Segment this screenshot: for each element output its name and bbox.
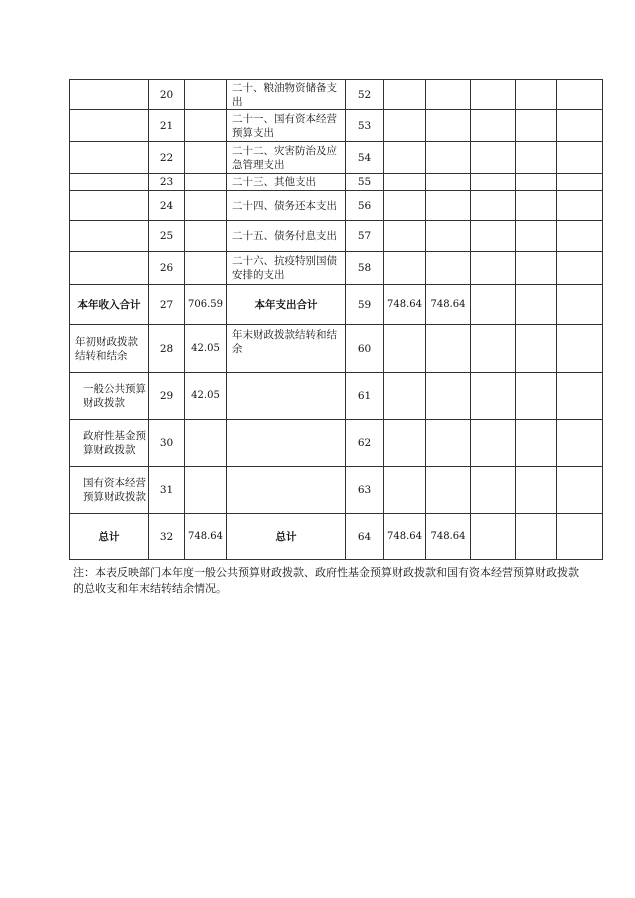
expense-total [384, 191, 426, 221]
empty-cell [516, 285, 557, 325]
income-line-no: 25 [149, 221, 185, 252]
empty-cell [557, 325, 603, 373]
empty-cell [516, 110, 557, 142]
income-amount [185, 142, 227, 174]
table-row [70, 420, 603, 467]
table-row [70, 142, 603, 174]
income-item: 政府性基金预算财政拨款 [70, 420, 149, 467]
empty-cell [471, 514, 516, 560]
empty-cell [471, 325, 516, 373]
expense-total [384, 142, 426, 174]
general-budget-amount [426, 420, 471, 467]
income-amount [185, 80, 227, 110]
income-amount: 42.05 [185, 373, 227, 420]
income-line-no: 26 [149, 252, 185, 285]
expense-item [227, 420, 346, 467]
income-item: 一般公共预算财政拨款 [70, 373, 149, 420]
income-amount: 42.05 [185, 325, 227, 373]
expense-item: 二十二、灾害防治及应急管理支出 [227, 142, 346, 174]
empty-cell [516, 467, 557, 514]
income-amount: 748.64 [185, 514, 227, 560]
expense-line-no: 61 [346, 373, 384, 420]
income-amount [185, 467, 227, 514]
empty-cell [516, 325, 557, 373]
table-footnote: 注：本表反映部门本年度一般公共预算财政拨款、政府性基金预算财政拨款和国有资本经营预算财政拨款的总收支和年末结转结余情况。 [73, 566, 579, 595]
income-item [70, 80, 149, 110]
expense-item: 年末财政拨款结转和结余 [227, 325, 346, 373]
income-item [70, 110, 149, 142]
empty-cell [557, 285, 603, 325]
empty-cell [471, 252, 516, 285]
empty-cell [557, 252, 603, 285]
income-item: 国有资本经营预算财政拨款 [70, 467, 149, 514]
general-budget-amount [426, 191, 471, 221]
expense-item: 本年支出合计 [227, 285, 346, 325]
general-budget-amount: 748.64 [426, 285, 471, 325]
expense-item: 二十四、债务还本支出 [227, 191, 346, 221]
general-budget-amount [426, 373, 471, 420]
empty-cell [471, 142, 516, 174]
general-budget-amount [426, 325, 471, 373]
expense-total [384, 252, 426, 285]
empty-cell [471, 420, 516, 467]
expense-line-no: 52 [346, 80, 384, 110]
expense-item: 二十三、其他支出 [227, 174, 346, 191]
empty-cell [557, 80, 603, 110]
expense-item: 总计 [227, 514, 346, 560]
table-row [70, 285, 603, 325]
table-row [70, 325, 603, 373]
expense-line-no: 57 [346, 221, 384, 252]
income-line-no: 30 [149, 420, 185, 467]
empty-cell [557, 420, 603, 467]
empty-cell [516, 80, 557, 110]
general-budget-amount: 748.64 [426, 514, 471, 560]
expense-total: 748.64 [384, 285, 426, 325]
income-amount [185, 110, 227, 142]
expense-total [384, 373, 426, 420]
expense-line-no: 64 [346, 514, 384, 560]
empty-cell [516, 514, 557, 560]
expense-item [227, 373, 346, 420]
general-budget-amount [426, 252, 471, 285]
expense-total [384, 110, 426, 142]
empty-cell [557, 514, 603, 560]
expense-total [384, 420, 426, 467]
income-item: 本年收入合计 [70, 285, 149, 325]
table-row [70, 373, 603, 420]
general-budget-amount [426, 221, 471, 252]
empty-cell [557, 110, 603, 142]
expense-item [227, 467, 346, 514]
general-budget-amount [426, 174, 471, 191]
expense-line-no: 55 [346, 174, 384, 191]
income-amount [185, 174, 227, 191]
empty-cell [471, 80, 516, 110]
income-amount [185, 221, 227, 252]
expense-line-no: 56 [346, 191, 384, 221]
income-line-no: 32 [149, 514, 185, 560]
empty-cell [557, 373, 603, 420]
income-line-no: 24 [149, 191, 185, 221]
income-line-no: 27 [149, 285, 185, 325]
general-budget-amount [426, 467, 471, 514]
expense-line-no: 53 [346, 110, 384, 142]
table-row [70, 514, 603, 560]
income-item [70, 142, 149, 174]
empty-cell [471, 191, 516, 221]
expense-total [384, 174, 426, 191]
table-row [70, 467, 603, 514]
income-line-no: 23 [149, 174, 185, 191]
income-amount [185, 420, 227, 467]
empty-cell [516, 252, 557, 285]
income-line-no: 20 [149, 80, 185, 110]
expense-item: 二十五、债务付息支出 [227, 221, 346, 252]
income-item: 总计 [70, 514, 149, 560]
income-amount: 706.59 [185, 285, 227, 325]
empty-cell [516, 373, 557, 420]
expense-item: 二十、粮油物资储备支出 [227, 80, 346, 110]
expense-total [384, 467, 426, 514]
general-budget-amount [426, 110, 471, 142]
empty-cell [557, 191, 603, 221]
empty-cell [557, 467, 603, 514]
empty-cell [471, 373, 516, 420]
empty-cell [471, 221, 516, 252]
empty-cell [471, 285, 516, 325]
income-item [70, 191, 149, 221]
expense-item: 二十一、国有资本经营预算支出 [227, 110, 346, 142]
income-line-no: 29 [149, 373, 185, 420]
expense-line-no: 62 [346, 420, 384, 467]
income-line-no: 22 [149, 142, 185, 174]
general-budget-amount [426, 80, 471, 110]
expense-total: 748.64 [384, 514, 426, 560]
expense-line-no: 54 [346, 142, 384, 174]
empty-cell [516, 221, 557, 252]
income-line-no: 31 [149, 467, 185, 514]
empty-cell [516, 174, 557, 191]
empty-cell [471, 110, 516, 142]
income-amount [185, 191, 227, 221]
income-item [70, 174, 149, 191]
expense-line-no: 58 [346, 252, 384, 285]
expense-item: 二十六、抗疫特别国债安排的支出 [227, 252, 346, 285]
empty-cell [557, 142, 603, 174]
income-line-no: 28 [149, 325, 185, 373]
empty-cell [471, 174, 516, 191]
general-budget-amount [426, 142, 471, 174]
income-item [70, 221, 149, 252]
table-row [70, 80, 603, 110]
expense-line-no: 59 [346, 285, 384, 325]
empty-cell [516, 191, 557, 221]
empty-cell [557, 174, 603, 191]
income-amount [185, 252, 227, 285]
table-row [70, 174, 603, 191]
expense-line-no: 60 [346, 325, 384, 373]
table-row [70, 252, 603, 285]
table-row [70, 221, 603, 252]
income-item: 年初财政拨款结转和结余 [70, 325, 149, 373]
expense-line-no: 63 [346, 467, 384, 514]
income-item [70, 252, 149, 285]
empty-cell [516, 420, 557, 467]
table-row [70, 191, 603, 221]
expense-total [384, 325, 426, 373]
income-line-no: 21 [149, 110, 185, 142]
empty-cell [557, 221, 603, 252]
fiscal-appropriation-table [69, 79, 603, 560]
table-row [70, 110, 603, 142]
expense-total [384, 221, 426, 252]
empty-cell [471, 467, 516, 514]
expense-total [384, 80, 426, 110]
empty-cell [516, 142, 557, 174]
